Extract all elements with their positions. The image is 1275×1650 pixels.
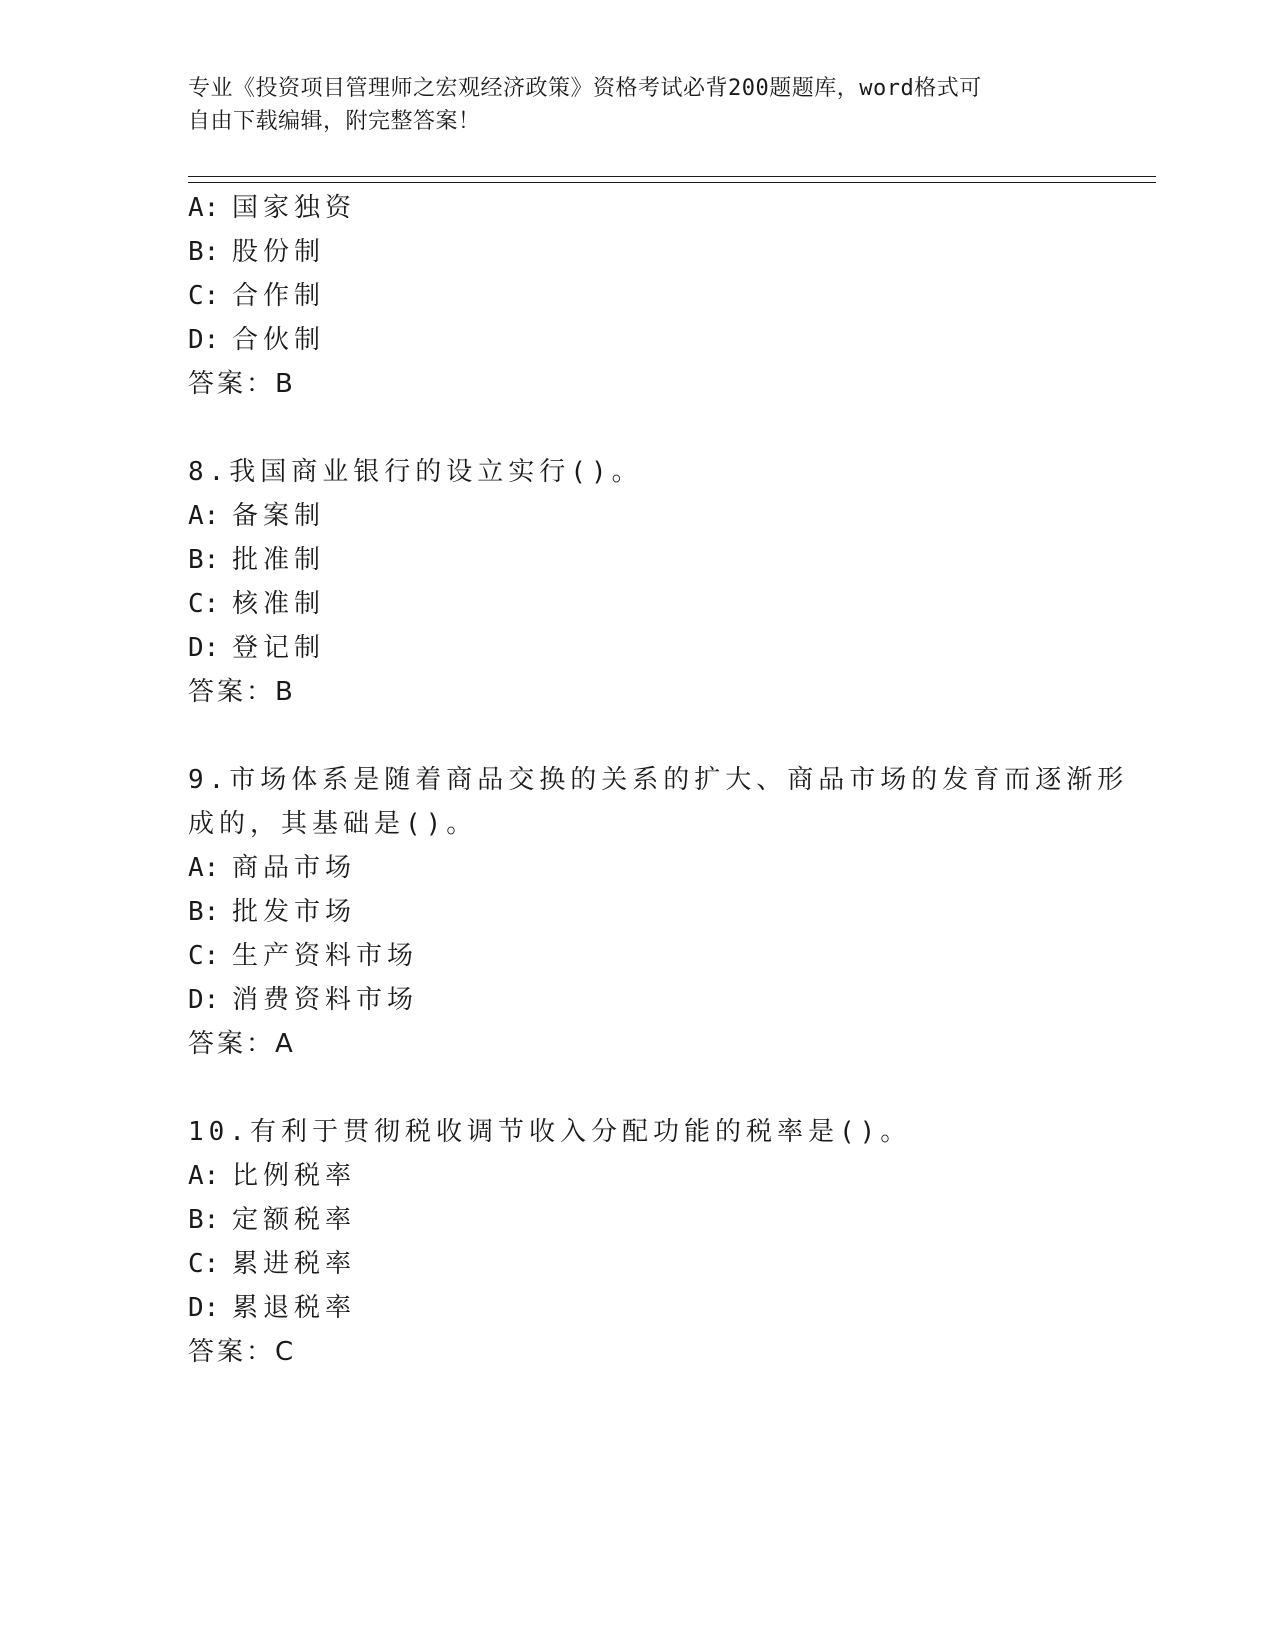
option-letter: B: [188,237,220,267]
q9-question-line-1: 9.市场体系是随着商品交换的关系的扩大、商品市场的发育而逐渐形 [188,765,1129,795]
option-text: 核准制 [232,589,326,619]
q8-option-b [188,544,325,576]
q10-option-d [188,1292,356,1324]
q9-option-b [188,896,356,928]
option-text: 国家独资 [232,193,357,223]
option-letter: D: [188,1293,220,1323]
option-letter: C: [188,589,220,619]
q9-question-line-2: 成的，其基础是()。 [188,809,478,839]
option-text: 合作制 [232,281,326,311]
option-letter: B: [188,897,220,927]
q7-option-a [188,192,356,224]
option-text: 批发市场 [232,897,357,927]
header-line-2: 自由下载编辑，附完整答案！ [188,109,481,134]
q8-question: 8.我国商业银行的设立实行()。 [188,457,643,487]
q7-option-d [188,324,325,356]
option-letter: D: [188,325,220,355]
option-letter: B: [188,1205,220,1235]
document-header [188,72,1068,138]
header-divider-top [188,176,1156,177]
option-text: 生产资料市场 [232,941,419,971]
option-text: 登记制 [232,633,326,663]
header-divider-bottom [188,182,1156,183]
option-text: 累退税率 [232,1293,357,1323]
q10-option-b [188,1204,356,1236]
q8-answer: 答案：B [188,677,296,707]
q9-option-d [188,984,418,1016]
option-letter: A: [188,193,220,223]
option-text: 批准制 [232,545,326,575]
q10-option-a [188,1160,356,1192]
option-letter: C: [188,1249,220,1279]
option-letter: A: [188,853,220,883]
q9-option-a [188,852,356,884]
q9-option-c [188,940,418,972]
option-letter: D: [188,633,220,663]
option-text: 商品市场 [232,853,357,883]
option-text: 股份制 [232,237,326,267]
option-text: 累进税率 [232,1249,357,1279]
option-text: 比例税率 [232,1161,357,1191]
q7-option-b [188,236,325,268]
option-text: 合伙制 [232,325,326,355]
option-letter: A: [188,1161,220,1191]
q9-answer: 答案：A [188,1029,296,1059]
q7-option-c [188,280,325,312]
q8-option-c [188,588,325,620]
q8-option-a [188,500,325,532]
option-letter: C: [188,941,220,971]
option-text: 定额税率 [232,1205,357,1235]
q7-answer: 答案：B [188,369,296,399]
option-letter: A: [188,501,220,531]
q10-answer: 答案：C [188,1337,297,1367]
q10-option-c [188,1248,356,1280]
option-letter: C: [188,281,220,311]
option-letter: D: [188,985,220,1015]
q8-option-d [188,632,325,664]
option-text: 备案制 [232,501,326,531]
q10-question: 10.有利于贯彻税收调节收入分配功能的税率是()。 [188,1117,912,1147]
header-line-1: 专业《投资项目管理师之宏观经济政策》资格考试必背200题题库，word格式可 [188,76,982,101]
option-text: 消费资料市场 [232,985,419,1015]
option-letter: B: [188,545,220,575]
